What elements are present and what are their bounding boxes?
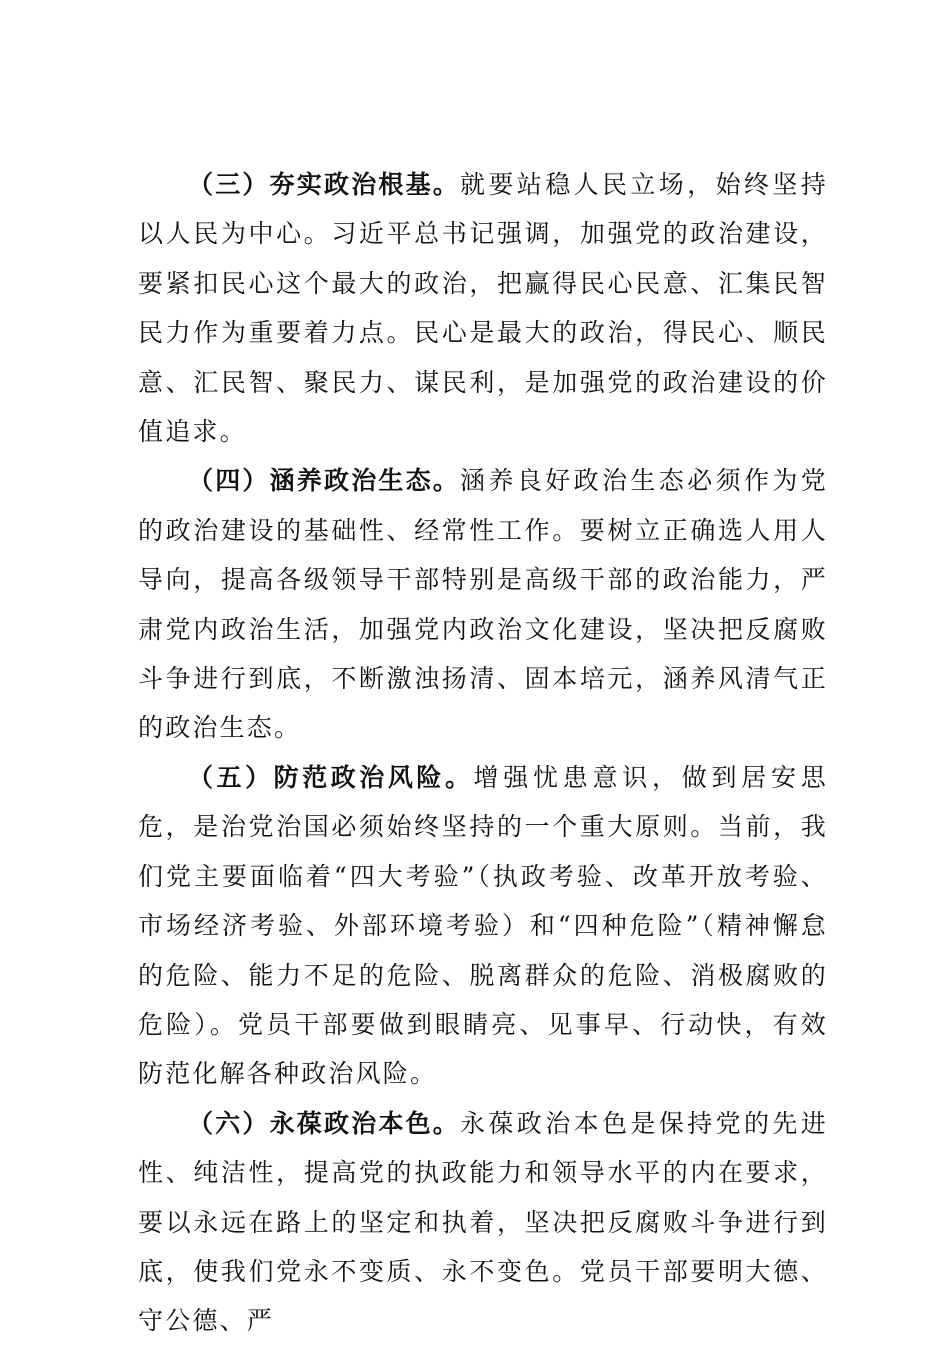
paragraph-3-text: 就要站稳人民立场，始终坚持以人民为中心。习近平总书记强调，加强党的政治建设，要紧扣民心这个最大的政治，把赢得民心民意、汇集民智民力作为重要着力点。民心是最大的政治，得民心、顺民意、汇民智、聚民力、谋民利，是加强党的政治建设的价值追求。 — [138, 170, 828, 447]
document-body — [138, 160, 828, 1346]
paragraph-6-text: 永葆政治本色是保持党的先进性、纯洁性，提高党的执政能力和领导水平的内在要求，要以永远在路上的坚定和执着，坚决把反腐败斗争进行到底，使我们党永不变质、永不变色。党员干部要明大德、守公德、严 — [138, 1108, 828, 1336]
paragraph-6 — [138, 1099, 828, 1346]
paragraph-4-heading: （四）涵养政治生态。 — [188, 466, 460, 496]
paragraph-5-text: 增强忧患意识，做到居安思危，是治党治国必须始终坚持的一个重大原则。当前，我们党主要面临着“四大考验”（执政考验、改革开放考验、市场经济考验、外部环境考验）和“四种危险”（精神懈怠的危险、能力不足的危险、脱离群众的危险、消极腐败的危险）。党员干部要做到眼睛亮、见事早、行动快，有效防范化解各种政治风险。 — [138, 762, 828, 1089]
paragraph-5-heading: （五）防范政治风险。 — [188, 762, 474, 792]
paragraph-3 — [138, 160, 828, 456]
paragraph-5 — [138, 753, 828, 1099]
paragraph-4 — [138, 456, 828, 752]
paragraph-4-text: 涵养良好政治生态必须作为党的政治建设的基础性、经常性工作。要树立正确选人用人导向，提高各级领导干部特别是高级干部的政治能力，严肃党内政治生活，加强党内政治文化建设，坚决把反腐败斗争进行到底，不断激浊扬清、固本培元，涵养风清气正的政治生态。 — [138, 466, 828, 743]
paragraph-3-heading: （三）夯实政治根基。 — [188, 170, 460, 199]
paragraph-6-heading: （六）永葆政治本色。 — [188, 1108, 460, 1138]
